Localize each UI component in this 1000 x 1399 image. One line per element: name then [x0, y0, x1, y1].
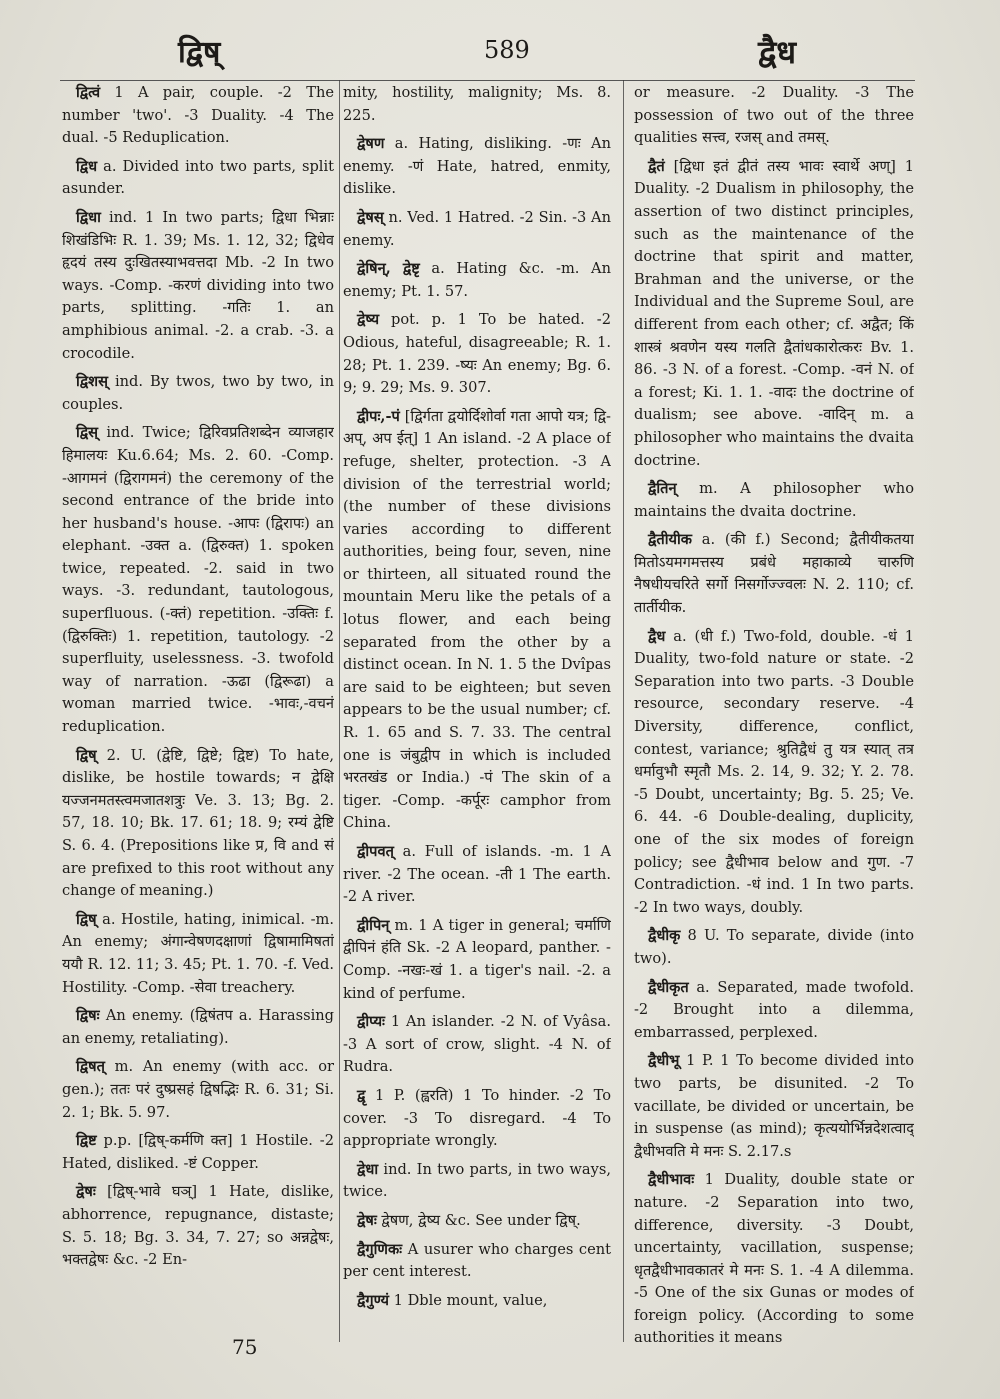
- entry-definition: a. Hostile, hating, inimical. -m. An enemy; अंगान्वेषणदक्षाणां द्विषामामिषतां ययौ R. 12. 11; 3. 45; Pt. 1. 70. -f. Ved. Hostility. -Comp. -सेवा treachery.: [62, 910, 334, 996]
- entry-definition: m. 1 A tiger in general; चर्माणि द्वीपिनं हंति Sk. -2 A leopard, panther. -Comp. -नखः-खं 1. a tiger's nail. -2. a kind of perfume.: [343, 916, 611, 1002]
- entry-definition: p.p. [द्विष्-कर्मणि क्त] 1 Hostile. -2 Hated, disliked. -ष्टं Copper.: [62, 1132, 334, 1172]
- entry-definition: a. Full of islands. -m. 1 A river. -2 The ocean. -ती 1 The earth. -2 A river.: [343, 843, 611, 906]
- entry-headword: द्वेधा: [357, 1160, 379, 1178]
- entry-headword: द्वैगुण्यं: [357, 1291, 390, 1309]
- entry-headword: द्वैधीभावः: [648, 1171, 695, 1189]
- entry-definition: 1 Duality, double state or nature. -2 Separation into two, difference, diversity. -3 Doubt, uncertainty, vacillation, suspense; धृतद्वैधीभावकातरं मे मनः S. 1. -4 A dilemma. -5 One of the six Gunas or modes of foreign policy. (According to some authorities it means: [634, 1171, 914, 1347]
- dictionary-entry: [62, 1005, 334, 1050]
- dictionary-entry: [62, 207, 334, 365]
- entry-definition: 8 U. To separate, divide (into two).: [634, 927, 914, 967]
- entry-definition: m. A philosopher who maintains the dvaita doctrine.: [634, 480, 914, 520]
- entry-headword: द्वीपः,-पं: [357, 407, 400, 425]
- entry-definition: a. Separated, made twofold. -2 Brought into a dilemma, embarrassed, perplexed.: [634, 978, 914, 1041]
- dictionary-entry: [343, 133, 611, 201]
- page-number: 589: [484, 36, 530, 64]
- entry-headword: द्वेषस्: [357, 208, 384, 226]
- entry-definition: 2. U. (द्वेष्टि, द्विष्टे; द्विष्ट) To hate, dislike, be hostile towards; न द्वेक्षि यज्जनमतस्त्वमजातशत्रुः Ve. 3. 13; Bg. 2. 57, 18. 10; Bk. 17. 61; 18. 9; रम्यं द्वेष्टि S. 6. 4. (Prepositions like प्र, वि and सं are prefixed to this root without any change of meaning.): [62, 746, 334, 900]
- entry-definition: ind. By twos, two by two, in couples.: [62, 373, 334, 413]
- entry-definition: 1 A pair, couple. -2 The number 'two'. -3 Duality. -4 The dual. -5 Reduplication.: [62, 84, 334, 147]
- entry-headword: द्विषः: [76, 1007, 100, 1025]
- entry-definition: 1 Dble mount, value,: [389, 1291, 548, 1309]
- entry-headword: द्वेषः: [357, 1211, 377, 1229]
- header-left-guide-word: द्विष्: [178, 35, 221, 70]
- entry-definition: An enemy. (द्विषंतप a. Harassing an enemy, retaliating).: [62, 1007, 334, 1047]
- dictionary-entry: [343, 1210, 611, 1233]
- entry-headword: द्वेष्य: [357, 311, 380, 329]
- entry-headword: द्विष्: [76, 746, 97, 764]
- entry-definition: 1 P. (ह्वरति) 1 To hinder. -2 To cover. -3 To disregard. -4 To appropriate wrongly.: [343, 1086, 611, 1150]
- dictionary-entry: [634, 1169, 914, 1350]
- entry-definition: a. Hating, disliking. -णः An enemy. -णं Hate, hatred, enmity, dislike.: [343, 135, 611, 198]
- dictionary-entry: [343, 1239, 611, 1284]
- entry-headword: द्वृ: [357, 1086, 366, 1104]
- entry-definition: ind. Twice; द्विरिवप्रतिशब्देन व्याजहार हिमालयः Ku.6.64; Ms. 2. 60. -Comp. -आगमनं (द्विरागमनं) the ceremony of the second entrance of the bride into her husband's house. -आपः (द्विरापः) an elephant. -उक्त a. (द्विरुक्त) 1. spoken twice, repeated. -2. said in two ways. -3. redundant, tautologous, superfluous. (-क्तं) repetition. -उक्तिः f. (द्विरुक्तिः) 1. repetition, tautology. -2 superfluity, uselessness. -3. twofold way of narration. -ऊढा (द्विरूढा) a woman married twice. -भावः,-वचनं reduplication.: [62, 424, 334, 736]
- column-divider-1: [339, 80, 340, 1342]
- column-3: [634, 82, 914, 1352]
- entry-definition: [द्विष्-भावे घञ्] 1 Hate, dislike, abhorrence, repugnance, distaste; S. 5. 18; Bg. 3. 34, 7. 27; so अन्नद्वेषः, भक्तद्वेषः &c. -2 En-: [62, 1183, 334, 1269]
- entry-definition: [द्विर्गता द्वयोर्दिशोर्वा गता आपो यत्र; द्वि-अप्, अप ईत्] 1 An island. -2 A place of refuge, shelter, protection. -3 A division of the terrestrial world; (the number of these divisions varies according to different authorities, being four, seven, nine or thirteen, all situated round the mountain Meru like the petals of a lotus flower, and each being separated from the other by a distinct ocean. In N. 1. 5 the Dvîpas are said to be eighteen; but seven appears to be the usual number; cf. R. 1. 65 and S. 7. 33. The central one is जंबुद्वीप in which is included भरतखंड or India.) -पं The skin of a tiger. -Comp. -कर्पूरः camphor from China.: [343, 407, 611, 832]
- entry-headword: द्वैतीयीक: [648, 531, 692, 549]
- dictionary-entry: [634, 529, 914, 619]
- dictionary-entry: [62, 1181, 334, 1271]
- dictionary-entry: [62, 371, 334, 416]
- dictionary-entry: [343, 258, 611, 303]
- entry-definition: n. Ved. 1 Hatred. -2 Sin. -3 An enemy.: [343, 208, 611, 249]
- printer-signature-mark: 75: [232, 1335, 258, 1359]
- entry-headword: द्विशस्: [76, 373, 108, 391]
- entry-headword: द्वैधीकृत: [648, 978, 689, 996]
- entry-headword: द्विषत्: [76, 1058, 105, 1076]
- dictionary-entry: [62, 1130, 334, 1175]
- dictionary-entry: [343, 1011, 611, 1079]
- header-right-guide-word: द्वैध: [758, 33, 797, 71]
- entry-definition: ind. In two parts, in two ways, twice.: [343, 1160, 611, 1201]
- column-1: [62, 82, 334, 1352]
- entry-headword: द्विध: [76, 157, 98, 175]
- entry-headword: द्विष्ट: [76, 1132, 97, 1150]
- page-header: [0, 22, 1000, 70]
- entry-headword: द्वैगुणिकः: [357, 1240, 403, 1258]
- entry-definition: [द्विधा इतं द्वीतं तस्य भावः स्वार्थे अण्] 1 Duality. -2 Dualism in philosophy, the assertion of two distinct principles, such as the maintenance of the doctrine that spirit and matter, Brahman and the universe, or the Individual and the Supreme Soul, are different from each other; cf. अद्वैत; किं शास्त्रं श्रवणेन यस्य गलति द्वैतांधकारोत्करः Bv. 1. 86. -3 N. of a forest. -Comp. -वनं N. of a forest; Ki. 1. 1. -वादः the doctrine of dualism; see above. -वादिन् m. a philosopher who maintains the dvaita doctrine.: [634, 157, 914, 469]
- dictionary-entry: [343, 309, 611, 399]
- dictionary-entry: [634, 156, 914, 472]
- dictionary-entry: [634, 626, 914, 920]
- dictionary-entry: [634, 1050, 914, 1163]
- entry-headword: द्वीप्यः: [357, 1013, 385, 1031]
- entry-definition: a. Divided into two parts, split asunder.: [62, 157, 334, 198]
- dictionary-entry: [62, 422, 334, 738]
- dictionary-entry: [343, 915, 611, 1005]
- entry-headword: द्वैध: [648, 627, 666, 645]
- entry-definition: ind. 1 In two parts; द्विधा भिन्नाः शिखंडिभिः R. 1. 39; Ms. 1. 12, 32; द्विधेव हृदयं तस्य दुःखितस्याभवत्तदा Mb. -2 In two ways. -Comp. -करणं dividing into two parts, splitting. -गतिः 1. an amphibious animal. -2. a crab. -3. a crocodile.: [62, 208, 334, 362]
- entry-headword: द्वैधीभू: [648, 1052, 680, 1070]
- header-rule: [60, 80, 915, 81]
- entry-definition: द्वेषण, द्वेष्य &c. See under द्विष्.: [376, 1211, 581, 1229]
- entry-definition: pot. p. 1 To be hated. -2 Odious, hateful, disagreeable; R. 1. 28; Pt. 1. 239. -ष्यः An enemy; Bg. 6. 9; 9. 29; Ms. 9. 307.: [343, 311, 611, 397]
- entry-definition: A usurer who charges cent per cent interest.: [343, 1240, 611, 1281]
- dictionary-entry: [634, 478, 914, 523]
- dictionary-entry: [62, 745, 334, 903]
- entry-headword: द्वेषिन्, द्वेष्टृ: [357, 260, 420, 278]
- dictionary-entry: [343, 841, 611, 909]
- entry-definition: a. (की f.) Second; द्वैतीयीकतया मितोऽयमगमत्तस्य प्रबंधे महाकाव्ये चारुणि नैषधीयचरिते सर्गो निसर्गोज्ज्वलः N. 2. 110; cf. तार्तीयीक.: [634, 531, 914, 617]
- entry-definition: a. Hating &c. -m. An enemy; Pt. 1. 57.: [343, 260, 611, 300]
- entry-headword: द्वैधीकृ: [648, 927, 681, 945]
- dictionary-entry: [634, 977, 914, 1045]
- entry-headword: द्वेषण: [357, 135, 385, 153]
- entry-definition: a. (धी f.) Two-fold, double. -धं 1 Duality, two-fold nature or state. -2 Separation into two parts. -3 Double resource, secondary reserve. -4 Diversity, difference, conflict, contest, variance; श्रुतिद्वैधं तु यत्र स्यात् तत्र धर्मावुभौ स्मृतौ Ms. 2. 14, 9. 32; Y. 2. 78. -5 Doubt, uncertainty; Bg. 5. 25; Ve. 6. 44. -6 Double-dealing, duplicity, one of the six modes of foreign policy; see द्वैधीभाव below and गुण. -7 Contradiction. -धं ind. 1 In two parts. -2 In two ways, doubly.: [634, 627, 914, 916]
- dictionary-entry: [343, 207, 611, 252]
- entry-headword: द्वेषः: [76, 1183, 96, 1201]
- entry-headword: द्विस्: [76, 424, 99, 442]
- entry-headword: द्विष्: [76, 910, 97, 928]
- entry-definition: or measure. -2 Duality. -3 The possession of two out of the three qualities सत्त्व, रजस् and तमस्.: [634, 84, 914, 147]
- entry-definition: 1 P. 1 To become divided into two parts, be disunited. -2 To vacillate, be divided or uncertain, be in suspense (as mind); कृत्ययोर्भिन्नदेशत्वाद् द्वैधीभवति मे मनः S. 2.17.s: [634, 1052, 914, 1160]
- entry-headword: द्वैतं: [648, 157, 665, 175]
- dictionary-entry: [62, 82, 334, 150]
- entry-headword: द्विधा: [76, 208, 101, 226]
- entry-headword: द्वैतिन्: [648, 480, 677, 498]
- dictionary-entry: [634, 925, 914, 970]
- dictionary-entry: [343, 1290, 611, 1313]
- dictionary-entry: [634, 82, 914, 150]
- dictionary-entry: [62, 1056, 334, 1124]
- dictionary-entry: [343, 406, 611, 835]
- column-2: [343, 82, 611, 1352]
- entry-headword: द्वीपिन्: [357, 916, 390, 934]
- entry-definition: mity, hostility, malignity; Ms. 8. 225.: [343, 84, 611, 124]
- dictionary-entry: [62, 909, 334, 999]
- dictionary-entry: [343, 82, 611, 127]
- entry-definition: m. An enemy (with acc. or gen.); ततः परं दुष्प्रसहं द्विषद्भिः R. 6. 31; Si. 2. 1; Bk. 5. 97.: [62, 1058, 334, 1121]
- dictionary-entry: [343, 1085, 611, 1153]
- entry-definition: 1 An islander. -2 N. of Vyâsa. -3 A sort of crow, slight. -4 N. of Rudra.: [343, 1013, 611, 1076]
- entry-headword: द्वीपवत्: [357, 843, 394, 860]
- dictionary-entry: [343, 1159, 611, 1204]
- column-divider-2: [623, 80, 624, 1342]
- dictionary-entry: [62, 156, 334, 201]
- entry-headword: द्वित्वं: [76, 84, 101, 101]
